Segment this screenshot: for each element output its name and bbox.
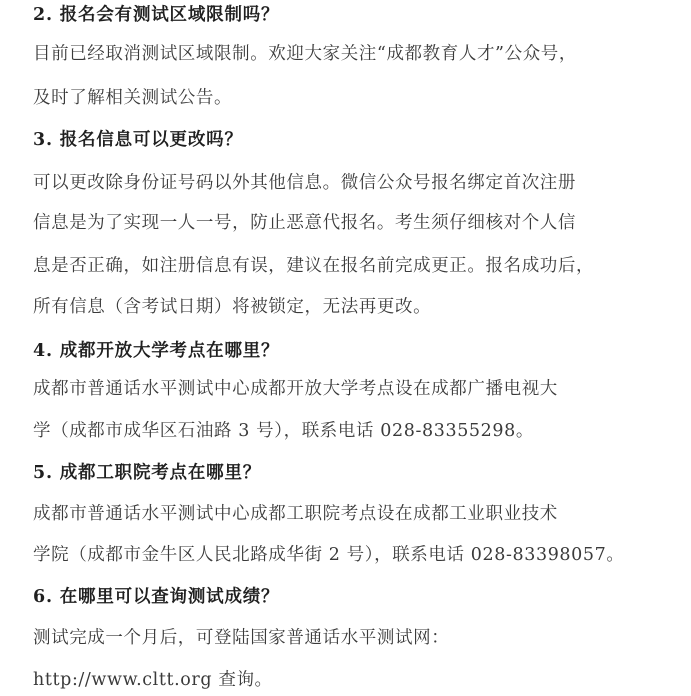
question-5-heading: 5. 成都工职院考点在哪里？ xyxy=(33,463,262,483)
answer-2-line-2: 及时了解相关测试公告。 xyxy=(33,88,233,108)
answer-5-line-1: 成都市普通话水平测试中心成都工职院考点设在成都工业职业技术 xyxy=(33,504,558,524)
answer-5-line-2: 学院（成都市金牛区人民北路成华街 2 号），联系电话 028-83398057。 xyxy=(33,545,625,565)
answer-4-line-2: 学（成都市成华区石油路 3 号），联系电话 028-83355298。 xyxy=(33,421,534,441)
question-6-heading: 6. 在哪里可以查询测试成绩？ xyxy=(33,587,280,607)
answer-3-line-1: 可以更改除身份证号码以外其他信息。微信公众号报名绑定首次注册 xyxy=(33,173,576,193)
answer-3-line-3: 息是否正确，如注册信息有误，建议在报名前完成更正。报名成功后， xyxy=(33,256,595,276)
answer-3-line-2: 信息是为了实现一人一号，防止恶意代报名。考生须仔细核对个人信 xyxy=(33,213,576,233)
answer-2-line-1: 目前已经取消测试区域限制。欢迎大家关注“成都教育人才”公众号， xyxy=(33,44,577,64)
question-4-heading: 4. 成都开放大学考点在哪里？ xyxy=(33,341,280,361)
question-2-heading: 2. 报名会有测试区域限制吗？ xyxy=(33,5,280,25)
answer-3-line-4: 所有信息（含考试日期）将被锁定，无法再更改。 xyxy=(33,297,432,317)
answer-4-line-1: 成都市普通话水平测试中心成都开放大学考点设在成都广播电视大 xyxy=(33,379,558,399)
answer-6-line-1: 测试完成一个月后，可登陆国家普通话水平测试网： xyxy=(33,628,450,648)
answer-6-line-2: http://www.cltt.org 查询。 xyxy=(33,670,273,690)
question-3-heading: 3. 报名信息可以更改吗？ xyxy=(33,130,243,150)
